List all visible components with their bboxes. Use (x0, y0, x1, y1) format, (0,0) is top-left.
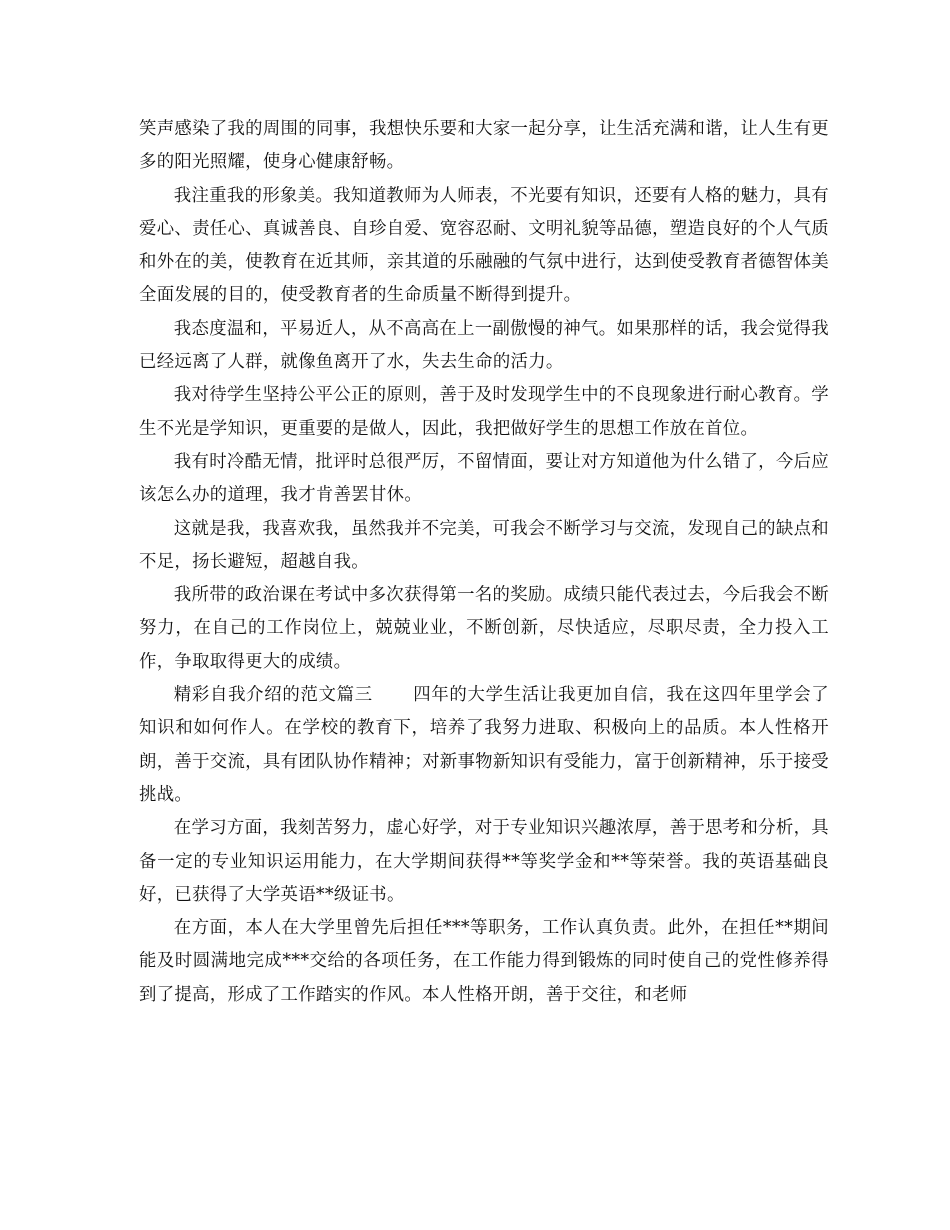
paragraph-4: 我对待学生坚持公平公正的原则，善于及时发现学生中的不良现象进行耐心教育。学生不光是学知识，更重要的是做人，因此，我把做好学生的思想工作放在首位。 (139, 385, 829, 439)
paragraph-8-text: 四年的大学生活让我更加自信，我在这四年里学会了知识和如何作人。在学校的教育下，培养了我努力进取、积极向上的品质。本人性格开朗，善于交流，具有团队协作精神；对新事物新知识有受能力，富于创新精神，乐于接受挑战。 (139, 685, 829, 805)
paragraph-8 (139, 679, 829, 812)
paragraph-7: 我所带的政治课在考试中多次获得第一名的奖励。成绩只能代表过去，今后我会不断努力，在自己的工作岗位上，兢兢业业，不断创新，尽快适应，尽职尽责，全力投入工作，争取取得更大的成绩。 (139, 585, 829, 672)
paragraph-9: 在学习方面，我刻苦努力，虚心好学，对于专业知识兴趣浓厚，善于思考和分析，具备一定的专业知识运用能力，在大学期间获得**等奖学金和**等荣誉。我的英语基础良好，已获得了大学英语**级证书。 (139, 818, 829, 905)
paragraph-2: 我注重我的形象美。我知道教师为人师表，不光要有知识，还要有人格的魅力，具有爱心、责任心、真诚善良、自珍自爱、宽容忍耐、文明礼貌等品德，塑造良好的个人气质和外在的美，使教育在近其师，亲其道的乐融融的气氛中进行，达到使受教育者德智体美全面发展的目的，使受教育者的生命质量不断得到提升。 (139, 185, 829, 306)
paragraph-1: 笑声感染了我的周围的同事，我想快乐要和大家一起分享，让生活充满和谐，让人生有更多的阳光照耀，使身心健康舒畅。 (139, 119, 829, 173)
paragraph-6: 这就是我，我喜欢我，虽然我并不完美，可我会不断学习与交流，发现自己的缺点和不足，扬长避短，超越自我。 (139, 518, 829, 572)
document-body (139, 113, 829, 1012)
paragraph-10: 在方面，本人在大学里曾先后担任***等职务，工作认真负责。此外，在担任**期间能及时圆满地完成***交给的各项任务，在工作能力得到锻炼的同时使自己的党性修养得到了提高，形成了工作踏实的作风。本人性格开朗，善于交往，和老师 (139, 918, 829, 1005)
paragraph-3: 我态度温和，平易近人，从不高高在上一副傲慢的神气。如果那样的话，我会觉得我已经远离了人群，就像鱼离开了水，失去生命的活力。 (139, 318, 829, 373)
paragraph-5: 我有时冷酷无情，批评时总很严厉，不留情面，要让对方知道他为什么错了，今后应该怎么办的道理，我才肯善罢甘休。 (139, 451, 829, 506)
section-heading: 精彩自我介绍的范文篇三 (173, 685, 373, 706)
